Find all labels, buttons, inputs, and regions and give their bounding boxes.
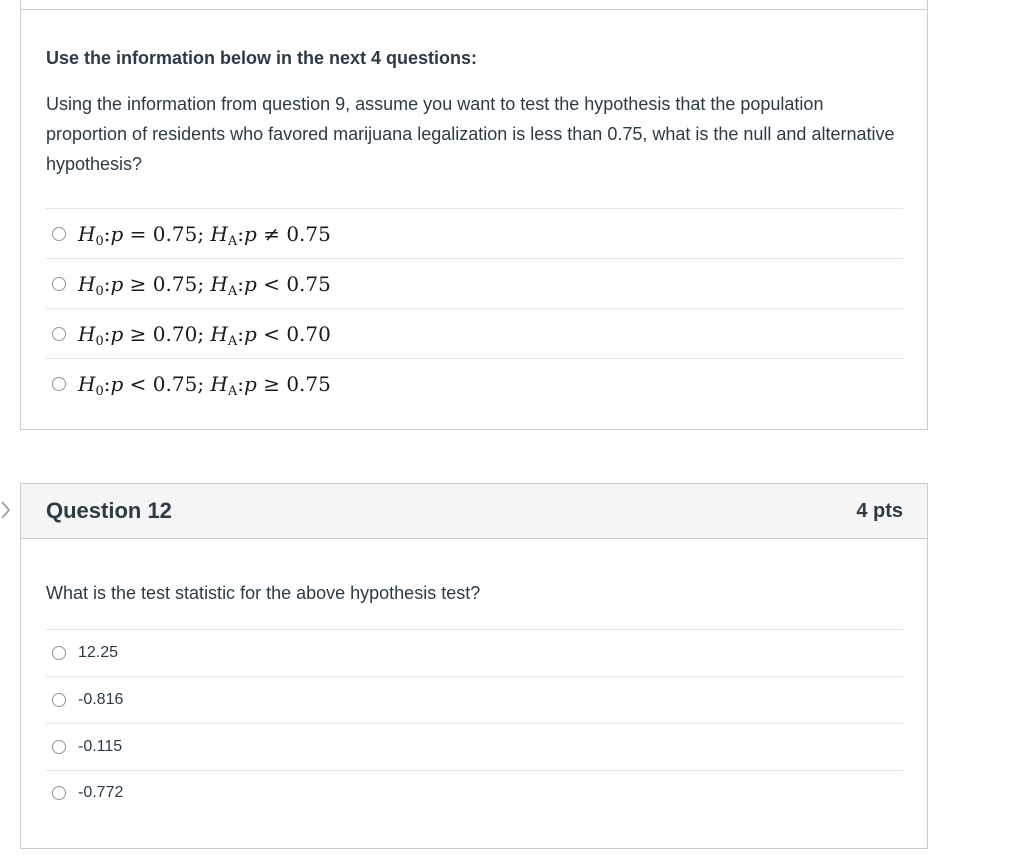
- card-top-divider: [21, 9, 927, 10]
- answer-label: -0.772: [78, 784, 124, 801]
- answer-option-2[interactable]: [46, 259, 903, 309]
- info-question-card: [20, 0, 928, 430]
- answer-label: -0.816: [78, 691, 124, 708]
- answer-option-4[interactable]: [46, 771, 903, 815]
- answer-option-1[interactable]: [46, 630, 903, 677]
- answer-label: -0.115: [78, 738, 123, 755]
- chevron-right-icon[interactable]: [0, 500, 12, 520]
- hypothesis-question-text: Using the information from question 9, assume you want to test the hypothesis that the population proportion of residents who favored marijuana legalization is less than 0.75, what is the null and alternative hypothesis?: [46, 94, 895, 174]
- radio-unselected-icon[interactable]: [52, 786, 66, 800]
- answer-math-3: $H_0:p \ge 0.70$; $H_A:p < 0.70$: [78, 321, 331, 349]
- answer-option-2[interactable]: [46, 677, 903, 724]
- question-header: [21, 484, 927, 539]
- radio-unselected-icon[interactable]: [52, 740, 66, 754]
- question-points: 4 pts: [856, 500, 903, 522]
- info-question-body: [46, 48, 903, 408]
- answer-label: 12.25: [78, 644, 119, 661]
- radio-unselected-icon[interactable]: [52, 693, 66, 707]
- question-12-body: [46, 578, 903, 815]
- test-statistic-answer-list: [46, 629, 903, 815]
- answer-math-2: $H_0:p \ge 0.75$; $H_A:p < 0.75$: [78, 271, 331, 299]
- radio-unselected-icon[interactable]: [52, 377, 66, 391]
- radio-unselected-icon[interactable]: [52, 327, 66, 341]
- answer-option-3[interactable]: [46, 309, 903, 359]
- question-12-card: [20, 483, 928, 849]
- radio-unselected-icon[interactable]: [52, 227, 66, 241]
- answer-math-1: $H_0:p = 0.75$; $H_A:p \ne 0.75$: [78, 221, 331, 249]
- question-title: Question 12: [46, 498, 172, 523]
- info-heading: Use the information below in the next 4 questions:: [46, 48, 478, 68]
- radio-unselected-icon[interactable]: [52, 646, 66, 660]
- answer-option-3[interactable]: [46, 724, 903, 771]
- answer-math-4: $H_0:p < 0.75$; $H_A:p \ge 0.75$: [78, 371, 331, 399]
- question-12-text: What is the test statistic for the above hypothesis test?: [46, 583, 481, 603]
- radio-unselected-icon[interactable]: [52, 277, 66, 291]
- answer-option-1[interactable]: [46, 209, 903, 259]
- answer-option-4[interactable]: [46, 359, 903, 408]
- hypothesis-answer-list: [46, 208, 903, 408]
